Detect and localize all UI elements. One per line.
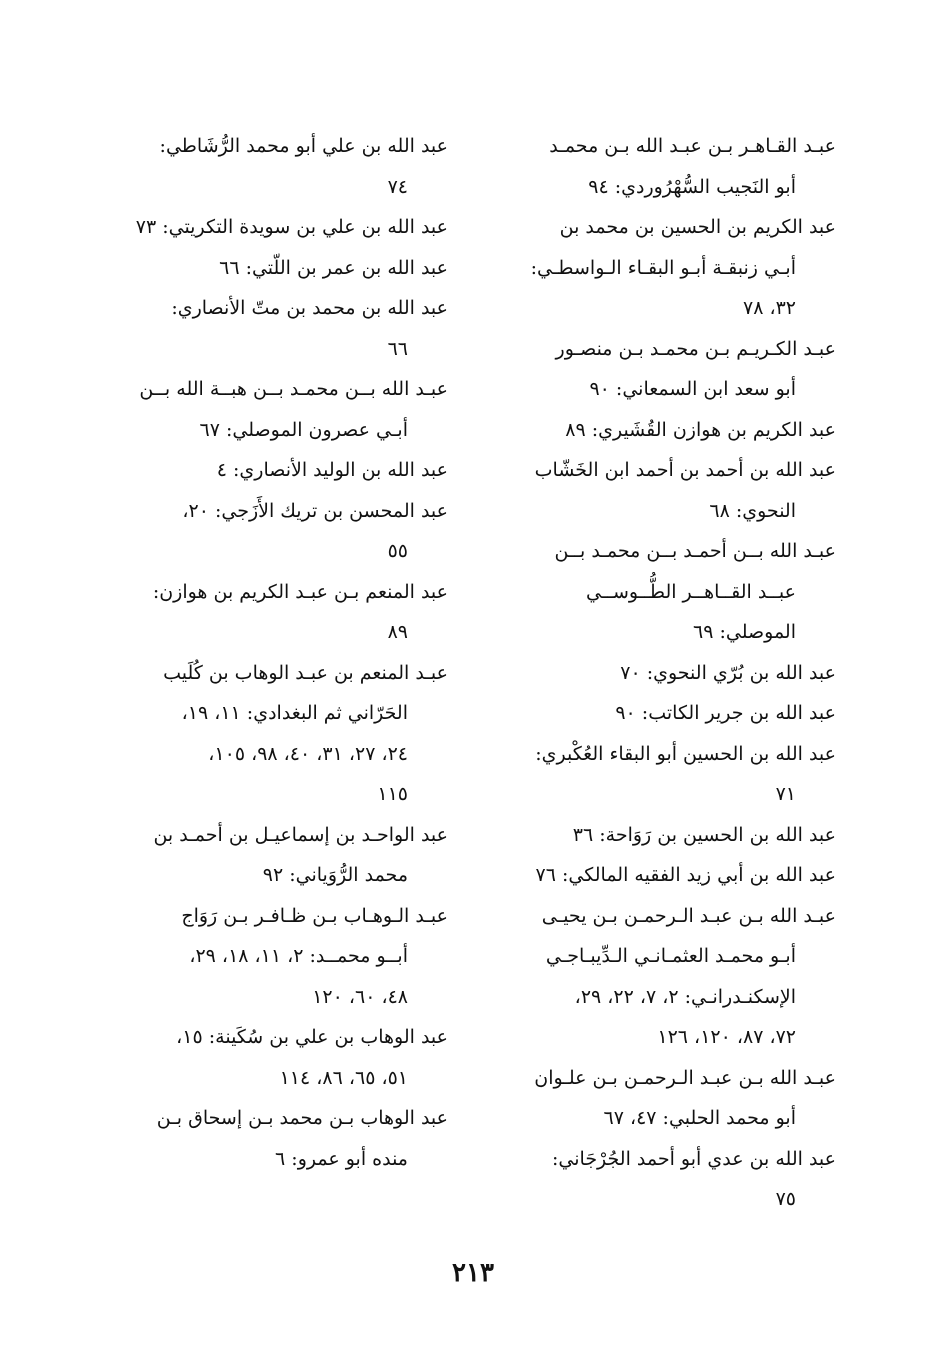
entry-continuation-line: النحوي: ٦٨ [709, 499, 796, 522]
index-entry [108, 491, 448, 572]
entry-continuation-line: محمد الرُّوَياني: ٩٢ [262, 864, 408, 886]
entry-heading-line: عبـد الكـريـم بـن محمـد بـن منصـور [555, 337, 836, 360]
entry-continuation-line: عبــد القــاهــر الطُّــوســي [586, 580, 796, 603]
index-entry [108, 815, 448, 896]
index-entry [108, 248, 448, 289]
entry-heading-line: عبـد القـاهـر بـن عبـد الله بـن محمـد [549, 135, 836, 157]
entry-heading-line: عبد الله بن أحمد بن أحمد ابن الخَشّاب [534, 459, 836, 481]
entry-continuation-line: منده أبو عمرو: ٦ [275, 1147, 408, 1170]
entry-heading-line: عبد الوهاب بـن محمد بـن إسحاق بـن [156, 1107, 448, 1129]
entry-continuation-line: أبــو محمــد: ٢، ١١، ١٨، ٢٩، [189, 945, 408, 967]
entry-heading-line: عبد الله بن الحسين أبو البقاء العُكْبري: [535, 742, 836, 765]
entry-heading-line: عبد الله بن أبي زيد الفقيه المالكي: ٧٦ [535, 864, 836, 886]
entry-heading-line: عبـد المنعم بن عبـد الوهاب بن كُلَيب [163, 661, 448, 684]
entry-continuation-line: ٦٦ [387, 337, 408, 360]
page-number: ٢١٣ [452, 1258, 494, 1288]
entry-heading-line: عبد الواحـد بن إسماعيـل بن أحمـد بن [153, 823, 448, 846]
entry-heading-line: عبد الله بن عمر بن اللّتي: ٦٦ [219, 256, 448, 279]
entry-continuation-line: ٧٢، ٨٧، ١٢٠، ١٢٦ [657, 1026, 796, 1048]
entry-continuation-line: ٧٥ [775, 1188, 796, 1210]
index-entry [498, 815, 836, 856]
entry-heading-line: عبـد الـوهـاب بـن ظـافـر بـن رَوَاج [181, 904, 448, 927]
entry-continuation-line: أبو سعد ابن السمعاني: ٩٠ [589, 378, 796, 400]
entry-continuation-line: ٣٢، ٧٨ [742, 297, 796, 319]
index-entry [108, 450, 448, 491]
entry-heading-line: عبد الله بن محمد بن متّ الأنصاري: [171, 297, 448, 319]
right-column [498, 126, 836, 1220]
entry-continuation-line: الحَرّاني ثم البغدادي: ١١، ١٩، [181, 702, 408, 724]
entry-heading-line: عبد الله بن بُرّي النحوي: ٧٠ [620, 661, 836, 684]
index-entry [108, 207, 448, 248]
entry-heading-line: عبد المنعم بـن عبـد الكريم بن هوازن: [152, 580, 448, 603]
index-entry [498, 531, 836, 653]
entry-continuation-line: ٧١ [775, 783, 796, 805]
entry-heading-line: عبد الله بن علي بن سويدة التكريتي: ٧٣ [135, 216, 448, 238]
entry-continuation-line: الإسكنـدرانـي: ٢، ٧، ٢٢، ٢٩، [574, 985, 796, 1008]
entry-heading-line: عبد الله بن عدي أبو أحمد الجُرْجَاني: [552, 1147, 836, 1170]
index-entry [108, 896, 448, 1018]
entry-continuation-line: ٥١، ٦٥، ٨٦، ١١٤ [279, 1066, 408, 1089]
entry-continuation-line: أبـو محمـد العثمـانـي الـدِّيبـاجـي [545, 945, 796, 967]
index-entry [108, 288, 448, 369]
index-entry [498, 653, 836, 694]
index-entry [498, 855, 836, 896]
entry-heading-line: عبد الوهاب بن علي بن سُكَينة: ١٥، [176, 1026, 448, 1048]
index-entry [498, 1139, 836, 1220]
entry-continuation-line: ٨٩ [387, 621, 408, 643]
entry-continuation-line: الموصلي: ٦٩ [693, 621, 796, 643]
entry-continuation-line: ٧٤ [387, 175, 408, 198]
index-entry [498, 126, 836, 207]
index-entry [108, 126, 448, 207]
entry-heading-line: عبـد الله بـن عبـد الـرحمـن بـن يحيـى [541, 904, 836, 927]
index-entry [108, 369, 448, 450]
entry-continuation-line: أبو محمد الحلبي: ٤٧، ٦٧ [603, 1107, 796, 1129]
entry-heading-line: عبد الكريم بن هوازن القُشَيري: ٨٩ [565, 418, 836, 441]
entry-heading-line: عبـد الله بـن عبـد الـرحمـن بـن علـوان [534, 1066, 836, 1089]
index-entry [498, 450, 836, 531]
entry-heading-line: عبـد الله بــن أحمـد بــن محمـد بــن [554, 540, 836, 562]
index-entry [498, 410, 836, 451]
index-entry [498, 896, 836, 1058]
left-column [108, 126, 448, 1179]
entry-continuation-line: ٤٨، ٦٠، ١٢٠ [312, 985, 408, 1008]
entry-heading-line: عبد الله بن علي أبو محمد الرُّشَاطي: [159, 135, 448, 157]
index-entry [108, 572, 448, 653]
entry-continuation-line: أبو النَجيب السُّهْرُوردي: ٩٤ [588, 175, 796, 198]
index-entry [498, 1058, 836, 1139]
entry-heading-line: عبـد الله بــن محمـد بــن هبــة الله بــن [139, 378, 448, 400]
entry-continuation-line: أبـي عصرون الموصلي: ٦٧ [199, 418, 408, 441]
entry-continuation-line: ٢٤، ٢٧، ٣١، ٤٠، ٩٨، ١٠٥، [208, 742, 408, 765]
entry-heading-line: عبد الله بن الحسين بن رَوَاحة: ٣٦ [572, 823, 836, 846]
index-entry [108, 1017, 448, 1098]
index-entry [498, 207, 836, 329]
index-entry [498, 329, 836, 410]
index-entry [498, 734, 836, 815]
index-entry [108, 1098, 448, 1179]
entry-continuation-line: ١١٥ [377, 783, 408, 805]
index-entry [498, 693, 836, 734]
index-entry [108, 653, 448, 815]
entry-heading-line: عبد الله بن الوليد الأنصاري: ٤ [216, 459, 448, 481]
entry-continuation-line: ٥٥ [387, 540, 408, 562]
entry-heading-line: عبد الكريم بن الحسين بن محمد بن [559, 216, 836, 238]
entry-heading-line: عبد الله بن جرير الكاتب: ٩٠ [615, 702, 836, 724]
entry-continuation-line: أبـي زنبقـة أبـو البقـاء الـواسطـي: [530, 256, 796, 279]
entry-heading-line: عبد المحسن بن تريك الأَزَجي: ٢٠، [182, 499, 448, 522]
